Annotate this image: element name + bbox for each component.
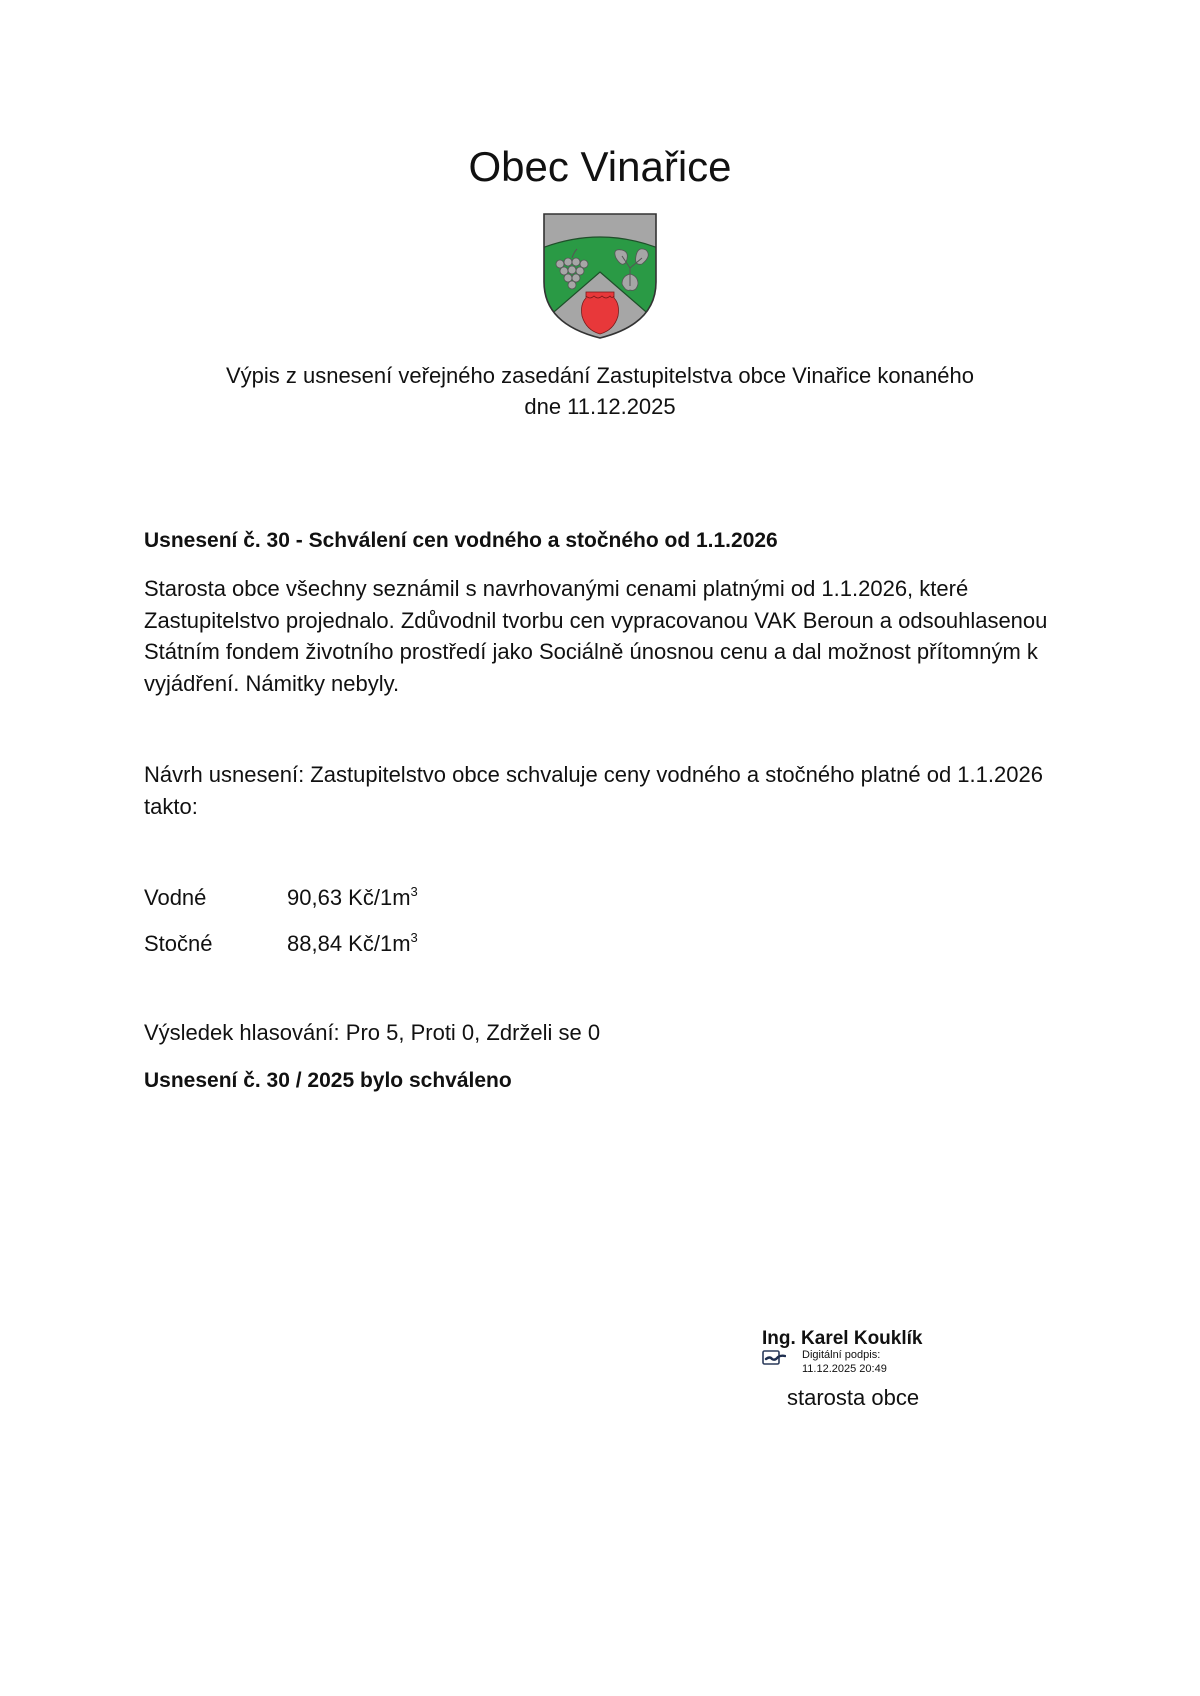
price-amount: 88,84 Kč/1m xyxy=(287,931,411,956)
price-row-water xyxy=(144,884,418,912)
subtitle-line-1: Výpis z usnesení veřejného zasedání Zastupitelstva obce Vinařice konaného xyxy=(225,363,975,388)
document-subtitle xyxy=(150,360,1050,422)
resolution-heading: Usnesení č. 30 - Schválení cen vodného a stočného od 1.1.2026 xyxy=(144,529,778,552)
price-exponent: 3 xyxy=(410,929,418,945)
page-title: Obec Vinařice xyxy=(468,143,732,190)
coat-of-arms-icon xyxy=(542,212,658,340)
price-amount: 90,63 Kč/1m xyxy=(287,885,411,910)
price-value xyxy=(287,931,418,956)
price-label: Vodné xyxy=(144,885,207,910)
signatory-role: starosta obce xyxy=(787,1385,920,1410)
price-label: Stočné xyxy=(144,931,213,956)
subtitle-line-2: dne 11.12.2025 xyxy=(524,394,676,419)
approval-statement: Usnesení č. 30 / 2025 bylo schváleno xyxy=(144,1069,512,1092)
price-value xyxy=(287,885,418,910)
resolution-proposal: Návrh usnesení: Zastupitelstvo obce schvaluje ceny vodného a stočného platné od 1.1.2026 takto: xyxy=(144,762,1043,819)
price-row-sewage xyxy=(144,930,418,958)
resolution-description: Starosta obce všechny seznámil s navrhovanými cenami platnými od 1.1.2026, které Zastupitelstvo projednalo. Zdůvodnil tvorbu cen vypracovanou VAK Beroun a odsouhlasenou Státním fondem životního prostředí jako Sociálně únosnou cenu a dal možnost přítomným k vyjádření. Námitky nebyly. xyxy=(144,576,1048,696)
vote-result: Výsledek hlasování: Pro 5, Proti 0, Zdrželi se 0 xyxy=(144,1020,601,1045)
price-exponent: 3 xyxy=(410,883,418,899)
signature-datetime: 11.12.2025 20:49 xyxy=(802,1363,887,1375)
signatory-name: Ing. Karel Kouklík xyxy=(762,1328,923,1349)
digital-signature-icon[interactable] xyxy=(762,1350,786,1366)
signature-label: Digitální podpis: xyxy=(802,1349,881,1361)
